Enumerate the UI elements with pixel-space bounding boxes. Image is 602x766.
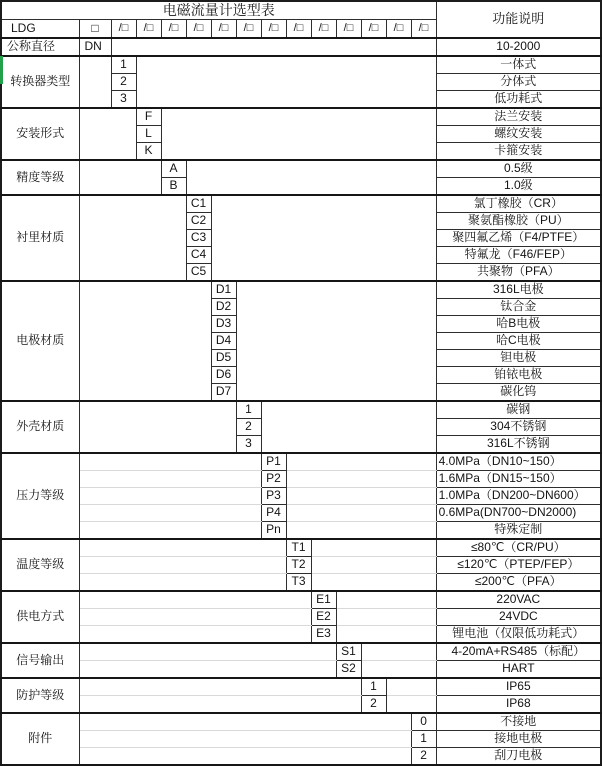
category-label: 公称直径 xyxy=(1,38,79,56)
description-cell: IP68 xyxy=(436,696,601,714)
code-cell: P2 xyxy=(261,471,286,488)
code-slot: /□ xyxy=(211,20,236,39)
code-cell: D7 xyxy=(211,384,236,402)
spacer-cell xyxy=(79,195,186,281)
code-cell: E2 xyxy=(311,609,336,626)
spacer-cell xyxy=(79,401,236,453)
code-slot: /□ xyxy=(336,20,361,39)
spacer-cell xyxy=(311,539,436,557)
category-label: 防护等级 xyxy=(1,678,79,713)
code-cell: E1 xyxy=(311,591,336,609)
description-cell: 哈C电极 xyxy=(436,333,601,350)
spacer-cell xyxy=(386,678,436,696)
spacer-cell xyxy=(79,488,261,505)
code-cell: 1 xyxy=(236,401,261,419)
code-cell: S1 xyxy=(336,643,361,661)
description-cell: 10-2000 xyxy=(436,38,601,56)
description-cell: IP65 xyxy=(436,678,601,696)
code-cell: P4 xyxy=(261,505,286,522)
description-cell: 聚氨酯橡胶（PU） xyxy=(436,213,601,230)
spacer-cell xyxy=(361,643,436,661)
description-cell: 0.6MPa(DN700~DN2000) xyxy=(436,505,601,522)
spacer-cell xyxy=(79,626,311,644)
spacer-cell xyxy=(286,488,436,505)
description-cell: 哈B电极 xyxy=(436,316,601,333)
description-cell: 铂铱电极 xyxy=(436,367,601,384)
code-slot: /□ xyxy=(361,20,386,39)
code-cell: 3 xyxy=(236,436,261,454)
category-label: 精度等级 xyxy=(1,160,79,195)
spacer-cell xyxy=(79,678,361,696)
code-slot: /□ xyxy=(286,20,311,39)
spacer-cell xyxy=(286,453,436,471)
description-cell: 特氟龙（F46/FEP） xyxy=(436,247,601,264)
description-cell: 锂电池（仅限低功耗式） xyxy=(436,626,601,644)
spacer-cell xyxy=(361,661,436,679)
function-column-header: 功能说明 xyxy=(436,1,601,38)
code-slot: /□ xyxy=(186,20,211,39)
category-label: 温度等级 xyxy=(1,539,79,591)
description-cell: ≤200℃（PFA） xyxy=(436,574,601,592)
description-cell: 1.6MPa（DN15~150） xyxy=(436,471,601,488)
spacer-cell xyxy=(261,401,436,453)
code-slot: /□ xyxy=(386,20,411,39)
description-cell: 304不锈钢 xyxy=(436,419,601,436)
spacer-cell xyxy=(136,56,436,108)
spacer-cell xyxy=(286,471,436,488)
spacer-cell xyxy=(286,505,436,522)
spacer-cell xyxy=(186,160,436,195)
spacer-cell xyxy=(79,539,286,557)
spacer-cell xyxy=(79,108,136,160)
description-cell: 螺纹安装 xyxy=(436,126,601,143)
code-cell: C2 xyxy=(186,213,211,230)
code-slot: /□ xyxy=(111,20,136,39)
description-cell: 24VDC xyxy=(436,609,601,626)
description-cell: 分体式 xyxy=(436,74,601,91)
code-cell: P3 xyxy=(261,488,286,505)
category-label: 供电方式 xyxy=(1,591,79,643)
spacer-cell xyxy=(79,591,311,609)
description-cell: 钛合金 xyxy=(436,299,601,316)
code-slot: /□ xyxy=(261,20,286,39)
code-cell: C1 xyxy=(186,195,211,213)
code-cell: 2 xyxy=(411,748,436,766)
code-slot: /□ xyxy=(136,20,161,39)
spacer-cell xyxy=(336,609,436,626)
code-cell: 1 xyxy=(111,56,136,74)
spacer-cell xyxy=(79,661,336,679)
description-cell: 共聚物（PFA） xyxy=(436,264,601,282)
code-cell: T3 xyxy=(286,574,311,592)
category-label: 电极材质 xyxy=(1,281,79,401)
code-cell: K xyxy=(136,143,161,161)
spacer-cell xyxy=(79,609,311,626)
code-cell: D6 xyxy=(211,367,236,384)
category-label: 外壳材质 xyxy=(1,401,79,453)
category-label: 信号输出 xyxy=(1,643,79,678)
spacer-cell xyxy=(79,696,361,714)
description-cell: 1.0MPa（DN200~DN600） xyxy=(436,488,601,505)
code-cell: S2 xyxy=(336,661,361,679)
code-cell: Pn xyxy=(261,522,286,540)
spacer-cell xyxy=(79,748,411,766)
category-label: 衬里材质 xyxy=(1,195,79,281)
description-cell: 法兰安装 xyxy=(436,108,601,126)
spacer-cell xyxy=(79,56,111,108)
code-cell: 2 xyxy=(111,74,136,91)
description-cell: 聚四氟乙烯（F4/PTFE） xyxy=(436,230,601,247)
description-cell: 不接地 xyxy=(436,713,601,731)
code-cell: D4 xyxy=(211,333,236,350)
code-cell: T2 xyxy=(286,557,311,574)
spacer-cell xyxy=(79,471,261,488)
spacer-cell xyxy=(79,505,261,522)
description-cell: 4-20mA+RS485（标配） xyxy=(436,643,601,661)
description-cell: 220VAC xyxy=(436,591,601,609)
spacer-cell xyxy=(79,160,161,195)
description-cell: 接地电极 xyxy=(436,731,601,748)
code-cell: F xyxy=(136,108,161,126)
description-cell: 钽电极 xyxy=(436,350,601,367)
code-slot: /□ xyxy=(236,20,261,39)
code-cell: B xyxy=(161,178,186,196)
spacer-cell xyxy=(111,38,436,56)
description-cell: 氯丁橡胶（CR） xyxy=(436,195,601,213)
category-label: 压力等级 xyxy=(1,453,79,539)
description-cell: 特殊定制 xyxy=(436,522,601,540)
code-slot: /□ xyxy=(411,20,436,39)
description-cell: 316L电极 xyxy=(436,281,601,299)
spacer-cell xyxy=(336,591,436,609)
description-cell: ≤80℃（CR/PU） xyxy=(436,539,601,557)
code-cell: T1 xyxy=(286,539,311,557)
description-cell: 碳钢 xyxy=(436,401,601,419)
code-cell: 2 xyxy=(361,696,386,714)
code-slot: /□ xyxy=(311,20,336,39)
description-cell: 1.0级 xyxy=(436,178,601,196)
spacer-cell xyxy=(211,195,436,281)
code-cell: C4 xyxy=(186,247,211,264)
description-cell: 0.5级 xyxy=(436,160,601,178)
description-cell: 刮刀电极 xyxy=(436,748,601,766)
description-cell: 低功耗式 xyxy=(436,91,601,109)
code-cell: C3 xyxy=(186,230,211,247)
code-cell: 2 xyxy=(236,419,261,436)
model-prefix: LDG xyxy=(1,20,79,39)
code-cell: D2 xyxy=(211,299,236,316)
spacer-cell xyxy=(79,731,411,748)
spacer-cell xyxy=(79,643,336,661)
spacer-cell xyxy=(79,574,286,592)
spacer-cell xyxy=(311,574,436,592)
description-cell: HART xyxy=(436,661,601,679)
model-box-slot: □ xyxy=(79,20,111,39)
code-cell: D5 xyxy=(211,350,236,367)
description-cell: 一体式 xyxy=(436,56,601,74)
code-cell: E3 xyxy=(311,626,336,644)
description-cell: 卡箍安装 xyxy=(436,143,601,161)
code-cell: C5 xyxy=(186,264,211,282)
code-cell: D1 xyxy=(211,281,236,299)
category-label: 安装形式 xyxy=(1,108,79,160)
code-cell: L xyxy=(136,126,161,143)
spacer-cell xyxy=(286,522,436,540)
category-label: 附件 xyxy=(1,713,79,765)
spacer-cell xyxy=(79,453,261,471)
code-slot: /□ xyxy=(161,20,186,39)
code-cell: P1 xyxy=(261,453,286,471)
description-cell: 4.0MPa（DN10~150） xyxy=(436,453,601,471)
spacer-cell xyxy=(336,626,436,644)
spacer-cell xyxy=(311,557,436,574)
spacer-cell xyxy=(79,713,411,731)
green-artifact xyxy=(0,56,3,84)
code-cell: 0 xyxy=(411,713,436,731)
code-cell: 1 xyxy=(411,731,436,748)
spacer-cell xyxy=(79,557,286,574)
description-cell: ≤120℃（PTEP/FEP） xyxy=(436,557,601,574)
spacer-cell xyxy=(161,108,436,160)
spacer-cell xyxy=(236,281,436,401)
category-label: 转换器类型 xyxy=(1,56,79,108)
code-cell: D3 xyxy=(211,316,236,333)
description-cell: 316L不锈钢 xyxy=(436,436,601,454)
spacer-cell xyxy=(79,522,261,540)
table-title: 电磁流量计选型表 xyxy=(1,1,436,20)
code-cell: DN xyxy=(79,38,111,56)
code-cell: 3 xyxy=(111,91,136,109)
code-cell: 1 xyxy=(361,678,386,696)
code-cell: A xyxy=(161,160,186,178)
spacer-cell xyxy=(386,696,436,714)
spacer-cell xyxy=(79,281,211,401)
description-cell: 碳化钨 xyxy=(436,384,601,402)
